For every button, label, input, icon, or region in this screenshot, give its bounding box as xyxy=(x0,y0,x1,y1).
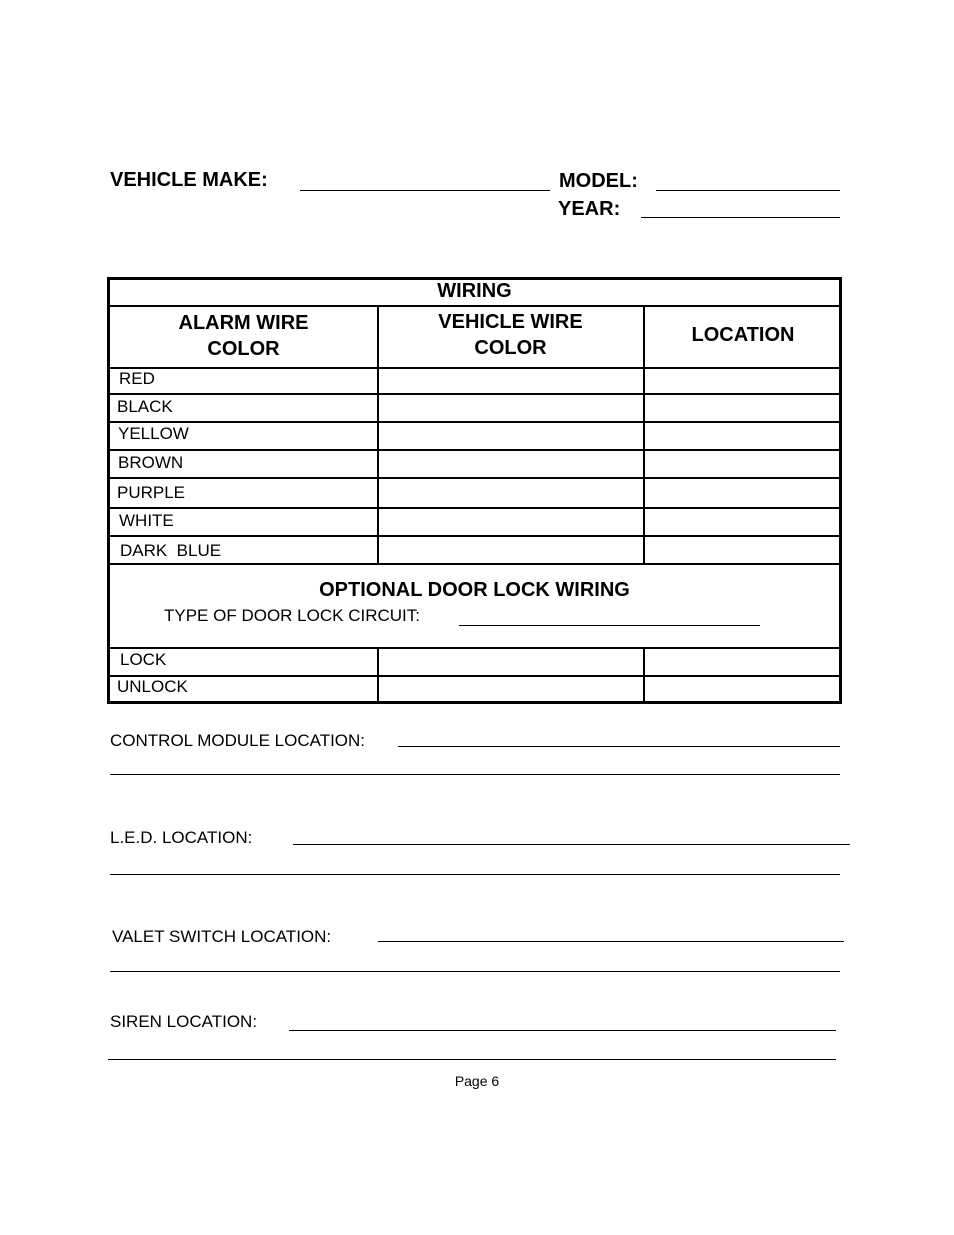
wiring-title: WIRING xyxy=(437,280,512,302)
row-label-lock: LOCK xyxy=(120,650,167,669)
table-rule xyxy=(110,675,839,677)
siren-line-2[interactable] xyxy=(108,1059,836,1060)
led-line-2[interactable] xyxy=(110,874,840,875)
year-line[interactable] xyxy=(641,217,840,218)
col-location: LOCATION xyxy=(691,324,795,346)
door-lock-title: OPTIONAL DOOR LOCK WIRING xyxy=(319,579,630,601)
col-vehicle-wire-color: VEHICLE WIRE COLOR xyxy=(438,311,583,359)
table-rule xyxy=(110,393,839,395)
door-lock-circuit-label: TYPE OF DOOR LOCK CIRCUIT: xyxy=(164,606,420,625)
siren-line[interactable] xyxy=(289,1030,836,1031)
row-label-unlock: UNLOCK xyxy=(117,677,188,696)
valet-switch-line-2[interactable] xyxy=(110,971,840,972)
control-module-line[interactable] xyxy=(398,746,840,747)
valet-switch-label: VALET SWITCH LOCATION: xyxy=(112,927,332,946)
vehicle-make-label: VEHICLE MAKE: xyxy=(110,169,268,191)
model-line[interactable] xyxy=(656,190,840,191)
table-rule xyxy=(110,367,839,369)
row-label-white: WHITE xyxy=(119,511,174,530)
table-rule xyxy=(110,477,839,479)
col-alarm-wire-color: ALARM WIRE COLOR xyxy=(178,312,309,360)
model-label: MODEL: xyxy=(559,170,638,192)
siren-label: SIREN LOCATION: xyxy=(110,1012,258,1031)
page-number: Page 6 xyxy=(454,1073,500,1089)
row-label-brown: BROWN xyxy=(118,453,184,472)
vehicle-make-line[interactable] xyxy=(300,190,550,191)
wiring-table xyxy=(107,277,842,704)
led-label: L.E.D. LOCATION: xyxy=(110,828,253,847)
control-module-line-2[interactable] xyxy=(110,774,840,775)
row-label-yellow: YELLOW xyxy=(118,424,189,443)
table-rule xyxy=(643,647,645,704)
table-rule xyxy=(110,563,839,565)
row-label-purple: PURPLE xyxy=(117,483,186,502)
table-rule xyxy=(377,647,379,704)
table-rule xyxy=(110,305,839,307)
row-label-dark-blue: DARK BLUE xyxy=(120,541,222,560)
valet-switch-line[interactable] xyxy=(378,941,844,942)
table-rule xyxy=(110,535,839,537)
led-line[interactable] xyxy=(293,844,850,845)
table-rule xyxy=(110,507,839,509)
year-label: YEAR: xyxy=(558,198,621,220)
door-lock-circuit-line[interactable] xyxy=(459,625,760,626)
table-rule xyxy=(110,421,839,423)
table-rule xyxy=(110,647,839,649)
row-label-black: BLACK xyxy=(117,397,173,416)
control-module-label: CONTROL MODULE LOCATION: xyxy=(110,731,366,750)
row-label-red: RED xyxy=(119,369,155,388)
table-rule xyxy=(110,449,839,451)
